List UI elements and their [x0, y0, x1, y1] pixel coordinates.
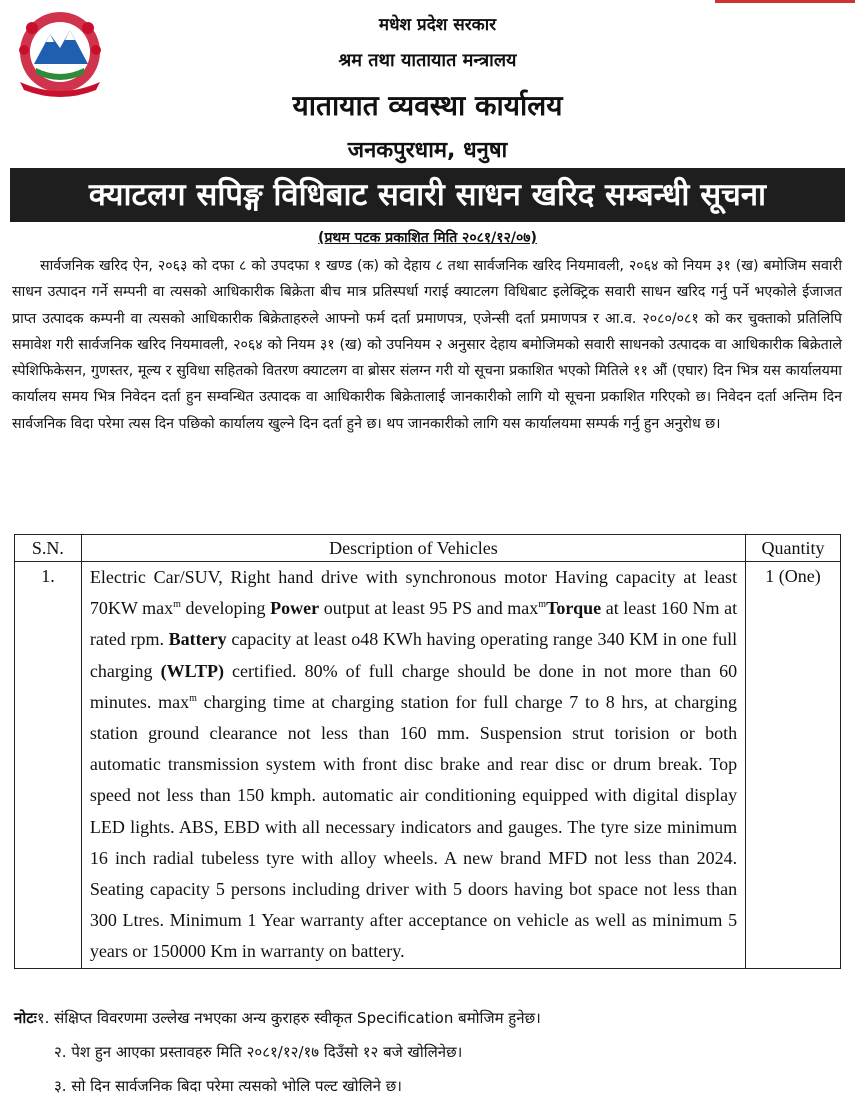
- desc-text-3: output at least 95 PS and max: [319, 598, 539, 619]
- notes-label: नोटः: [14, 1009, 37, 1027]
- desc-sup-1: m: [173, 599, 181, 611]
- ministry-name: श्रम तथा यातायात मन्त्रालय: [338, 50, 517, 71]
- header-quantity: Quantity: [746, 535, 841, 562]
- table-header-row: [15, 535, 841, 562]
- notice-title-banner: क्याटलग सपिङ्ग विधिबाट सवारी साधन खरिद सम्बन्धी सूचना: [10, 168, 845, 222]
- desc-bold-torque: Torque: [546, 598, 602, 619]
- desc-sup-2: m: [538, 599, 547, 611]
- desc-text-2: developing: [180, 598, 271, 619]
- government-name: मधेश प्रदेश सरकार: [378, 15, 497, 35]
- note-2: २. पेश हुन आएका प्रस्तावहरु मिति २०८१/१२/१७ दिउँसो १२ बजे खोलिनेछ।: [54, 1043, 463, 1061]
- desc-text-1: Electric Car/SUV, Right hand drive with synchronous motor Having capacity at least 70KW max: [89, 567, 738, 619]
- vehicle-spec-table: [14, 534, 841, 969]
- desc-text-4: at least 160 Nm at rated rpm.: [89, 598, 738, 650]
- desc-text-7: charging time at charging station for full charge 7 to 8 hrs, at charging station ground clearance not less than 160 mm. Suspension strut torision or both automatic transmission system with front disc brake and rear disc or drum break. Top speed not less than 150 kmph. automatic air conditioning equipped with digital display LED lights. ABS, EBD with all necessary indicators and gauges. The tyre size minimum 16 inch radial tubeless tyre with alloy wheels. A new brand MFD not less than 2024. Seating capacity 5 persons including driver with 5 doors having bot space not less than 300 Ltres. Minimum 1 Year warranty after acceptance on vehicle as well as minimum 5 years or 150000 Km in warranty on battery.: [89, 691, 738, 962]
- note-3: ३. सो दिन सार्वजनिक बिदा परेमा त्यसको भोलि पल्ट खोलिने छ।: [54, 1077, 402, 1095]
- header-sn: S.N.: [15, 535, 82, 562]
- desc-bold-wltp: (WLTP): [160, 660, 224, 681]
- header-description: Description of Vehicles: [81, 535, 745, 562]
- desc-bold-battery: Battery: [168, 629, 227, 650]
- table-row: [15, 562, 841, 969]
- office-location: जनकपुरधाम, धनुषा: [347, 138, 508, 163]
- published-date-text: (प्रथम पटक प्रकाशित मिति २०८१/१२/०७): [318, 230, 537, 246]
- row-sn: 1.: [15, 562, 82, 969]
- office-name: यातायात व्यवस्था कार्यालय: [292, 89, 563, 122]
- desc-text-5: capacity at least o48 KWh having operating range 340 KM in one full charging: [89, 629, 738, 681]
- notice-body: सार्वजनिक खरिद ऐन, २०६३ को दफा ८ को उपदफा १ खण्ड (क) को देहाय ८ तथा सार्वजनिक खरिद नियमावली, २०६४ को नियम ३१ (ख) बमोजिम सवारी साधन उत्पादन गर्ने सम्पनी वा त्यसको आधिकारीक बिक्रेता बीच मात्र प्रतिस्पर्धा गराई क्याटलग विधिबाट इलेक्ट्रिक सवारी साधन खरिद गर्नु पर्ने भएकोले ईजाजत प्राप्त उत्पादक कम्पनी वा त्यसको आधिकारीक बिक्रेताहरुले आफ्नो फर्म दर्ता प्रमाणपत्र, एजेन्सी दर्ता प्रमाणपत्र र आ.व. २०८०/०८१ को कर चुक्ताको प्रतिलिपि समावेश गरी सार्वजनिक खरिद नियमावली, २०६४ को नियम ३१ (ख) को उपनियम २ अनुसार देहाय बमोजिमको सवारी साधनको उत्पादक वा आधिकारीक बिक्रेताले स्पेशिफिकेसन, गुणस्तर, मूल्य र सुविधा सहितको वितरण क्याटलग वा ब्रोसर संलग्न गरी यो सूचना प्रकाशित भएको मितिले ११ औं (एघार) दिन भित्र यस कार्यालयमा कार्यालय समय भित्र निवेदन दर्ता हुन सम्वन्धित उत्पादक वा आधिकारीक बिक्रेतालाई जानकारीको लागि यो सूचना प्रकाशित गरिएको छ। निवेदन दर्ता अन्तिम दिन सार्वजनिक विदा परेमा त्यस दिन पछिको कार्यालय खुल्ने दिन दर्ता हुने छ। थप जानकारीको लागि यस कार्यालयमा सम्पर्क गर्नु हुन अनुरोध छ।: [12, 258, 842, 432]
- note-1: [14, 1001, 844, 1035]
- desc-sup-3: m: [189, 692, 197, 704]
- published-date-line: [0, 228, 855, 247]
- row-quantity: 1 (One): [746, 562, 841, 969]
- note-1-text: १. संक्षिप्त विवरणमा उल्लेख नभएका अन्य कुराहरु स्वीकृत Specification बमोजिम हुनेछ।: [36, 1009, 541, 1027]
- notes-section: [14, 1001, 844, 1103]
- desc-bold-power: Power: [270, 598, 320, 619]
- top-edge-mark: [715, 0, 855, 3]
- desc-text-6: certified. 80% of full charge should be done in not more than 60 minutes. max: [89, 660, 738, 712]
- row-description: [81, 562, 745, 969]
